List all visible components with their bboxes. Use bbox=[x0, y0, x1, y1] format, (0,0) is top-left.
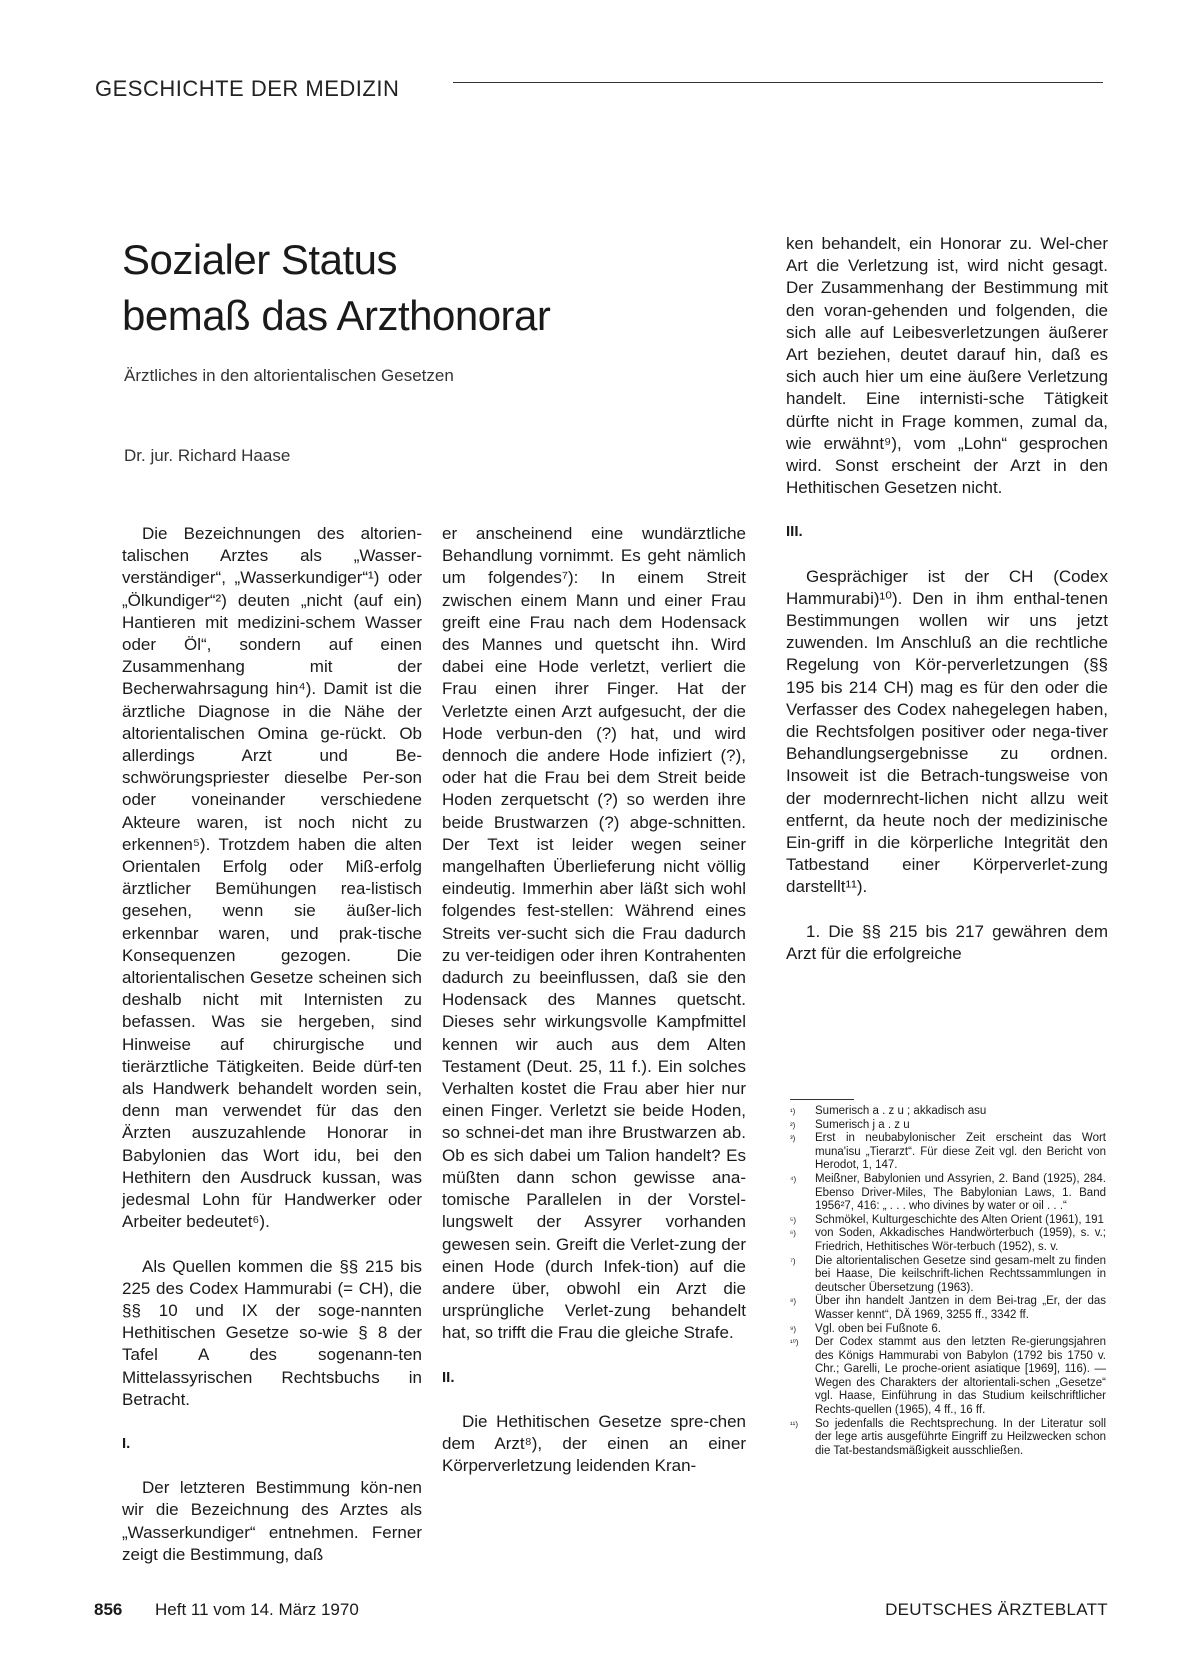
text-column-1 bbox=[122, 523, 422, 1566]
footnote bbox=[790, 1418, 1106, 1459]
footnote-number: ⁵) bbox=[790, 1215, 796, 1225]
article-title bbox=[122, 232, 550, 344]
paragraph: Der letzteren Bestimmung kön-nen wir die Bezeichnung des Arztes als „Wasserkundiger“ entnehmen. Ferner zeigt die Bestimmung, daß bbox=[122, 1478, 422, 1564]
page-number: 856 bbox=[94, 1600, 123, 1619]
footnote bbox=[790, 1323, 1106, 1337]
text-column-3 bbox=[786, 233, 1108, 965]
footnote-text: Erst in neubabylonischer Zeit erscheint das Wort muna'isu „Tierarzt“. Für diese Zeit vgl. den Bericht von Herodot, 1, 147. bbox=[815, 1132, 1106, 1172]
footnote-number: ¹⁰) bbox=[790, 1338, 799, 1348]
footnote-text: So jedenfalls die Rechtsprechung. In der Literatur soll der lege artis ausgeführte Eingriff zu Heilzwecken schon die Tat-bestandsmäßigkeit ausschließen. bbox=[815, 1417, 1106, 1457]
footnote-number: ⁶) bbox=[790, 1229, 796, 1239]
footnote-rule bbox=[790, 1099, 854, 1100]
footnote-text: Vgl. oben bei Fußnote 6. bbox=[815, 1322, 941, 1335]
paragraph: Gesprächiger ist der CH (Codex Hammurabi)¹⁰). Den in ihm enthal-tenen Bestimmungen wollen wir uns jetzt zuwenden. Im Anschluß an die rechtliche Regelung von Kör-perverletzungen (§§ 195 bis 214 CH) mag es für den oder die Verfasser des Codex nahegelegen haben, die Rechtsfolgen positiver oder nega-tiver Behandlungsergebnisse zu ordnen. Insoweit ist die Betrach-tungsweise von der modernrecht-lichen nicht allzu weit entfernt, da heute noch der medizinische Ein-griff in die körperliche Integrität den Tatbestand einer Körperverlet-zung darstellt¹¹). bbox=[786, 566, 1108, 897]
footnote-number: ¹) bbox=[790, 1107, 796, 1116]
footnote-number: ³) bbox=[790, 1134, 796, 1144]
paragraph: 1. Die §§ 215 bis 217 gewähren dem Arzt für die erfolgreiche bbox=[786, 921, 1108, 963]
footnote-text: von Soden, Akkadisches Handwörterbuch (1959), s. v.; Friedrich, Hethitisches Wör-terbuch (1952), s. v. bbox=[815, 1227, 1106, 1253]
footnotes bbox=[790, 1105, 1106, 1458]
paragraph: Als Quellen kommen die §§ 215 bis 225 des Codex Hammurabi (= CH), die §§ 10 und IX der soge-nannten Hethitischen Gesetze so-wie § 8 der Tafel A des sogenann-ten Mittelassyrischen Rechtsbuchs in Betracht. bbox=[122, 1256, 422, 1409]
footnote bbox=[790, 1295, 1106, 1322]
footnote bbox=[790, 1214, 1106, 1228]
title-line-2: bemaß das Arzthonorar bbox=[122, 292, 551, 339]
section-rule bbox=[453, 82, 1103, 83]
footnote-text: Sumerisch a . z u ; akkadisch asu bbox=[815, 1105, 987, 1117]
footnote-text: Der Codex stammt aus den letzten Re-gierungsjahren des Königs Hammurabi von Babylon (1792 bis 1750 v. Chr.; Garelli, Le proche-orient asiatique [1969], 116). — Wegen des Charakters der altorientali-schen „Gesetze“ vgl. Haase, Einführung in das Studium keilschriftlicher Rechts-quellen (1965), 4 ff., 16 ff. bbox=[815, 1336, 1106, 1417]
paragraph: Die Bezeichnungen des altorien-talischen Arztes als „Wasser-verständiger“, „Wasserkundiger“¹) oder „Ölkundiger“²) deuten „nicht (auf ein) Hantieren mit medizini-schem Wasser oder Öl“, sondern auf einen Zusammenhang mit der Becherwahrsagung hin⁴). Damit ist die ärztliche Diagnose in die Nähe der altorientalischen Omina ge-rückt. Ob allerdings Arzt und Be-schwörungspriester dieselbe Per-son oder voneinander verschiedene Akteure waren, ist noch nicht zu erkennen⁵). Trotzdem haben die alten Orientalen Erfolg oder Miß-erfolg ärztlicher Bemühungen rea-listisch gesehen, wenn sie äußer-lich erkennbar waren, und prak-tische Konsequenzen gezogen. Die altorientalischen Gesetze scheinen sich deshalb nicht mit Internisten zu befassen. Was sie hergeben, sind Hinweise auf chirurgische und tierärztliche Tätigkeiten. Beide dürf-ten als Handwerk behandelt worden sein, denn man verwendet für das den Ärzten auszuzahlende Honorar in Babylonien das Wort idu, bei den Hethitern den Ausdruck kussan, was jedesmal Lohn für Handwerker oder Arbeiter bedeutet⁶). bbox=[122, 524, 422, 1232]
footnote-text: Sumerisch j a . z u bbox=[815, 1118, 910, 1131]
section-heading: GESCHICHTE DER MEDIZIN bbox=[95, 76, 400, 101]
footnote bbox=[790, 1119, 1106, 1133]
footnote-number: ⁹) bbox=[790, 1324, 797, 1334]
footnote-text: Über ihn handelt Jantzen in dem Bei-trag „Er, der das Wasser kennt“, DÄ 1969, 3255 ff., 3342 ff. bbox=[815, 1295, 1106, 1321]
footnote bbox=[790, 1227, 1106, 1254]
paragraph: ken behandelt, ein Honorar zu. Wel-cher Art die Verletzung ist, wird nicht gesagt. Der Zusammenhang der Bestimmung mit den voran-gehenden und folgenden, die sich alle auf Leibesverletzungen äußerer Art beziehen, deutet darauf hin, daß es sich auch hier um eine äußere Verletzung handelt. Eine internisti-sche Tätigkeit dürfte nicht in Frage kommen, zumal da, wie erwähnt⁹), vom „Lohn“ gesprochen wird. Sonst erscheint der Arzt in den Hethitischen Gesetzen nicht. bbox=[786, 234, 1108, 498]
footnote bbox=[790, 1105, 1106, 1119]
footnote-number: ²) bbox=[790, 1120, 796, 1130]
title-line-1: Sozialer Status bbox=[122, 236, 397, 283]
footnote bbox=[790, 1336, 1106, 1418]
paragraph: Die Hethitischen Gesetze spre-chen dem Arzt⁸), der einen an einer Körperverletzung leidenden Kran- bbox=[442, 1411, 746, 1476]
text-column-2 bbox=[442, 523, 746, 1477]
issue-info: Heft 11 vom 14. März 1970 bbox=[155, 1600, 359, 1619]
paragraph: er anscheinend eine wundärztliche Behandlung vornimmt. Es geht nämlich um folgendes⁷): In einem Streit zwischen einem Mann und einer Frau greift eine Frau nach dem Hodensack des Mannes und quetscht ihn. Wird dabei eine Hode verletzt, verliert die Frau einen ihrer Finger. Hat der Verletzte einen Arzt aufgesucht, der die Hode verbun-den (?) hat, und wird dennoch die andere Hode infiziert (?), oder hat die Frau bei dem Streit beide Hoden zerquetscht (?) so werden ihre beide Brustwarzen (?) abge-schnitten. Der Text ist leider wegen seiner mangelhaften Überlieferung nicht völlig eindeutig. Immerhin aber läßt sich wohl folgendes fest-stellen: Während eines Streits ver-sucht sich die Frau dadurch zu ver-teidigen oder ihren Kontrahenten dadurch zu beeinflussen, daß sie den Hodensack des Mannes quetscht. Dieses sehr wirkungsvolle Kampfmittel kennen wir auch aus dem Alten Testament (Deut. 25, 11 f.). Ein solches Verhalten kostet die Frau aber hier nur einen Finger. Verletzt sie beide Hoden, so schnei-det man ihre Brustwarzen ab. Ob es sich dabei um Talion handelt? Es müßten dann schon gewisse ana-tomische Parallelen in der Vorstel-lungswelt der Assyrer vorhanden gewesen sein. Greift die Verlet-zung der einen Hode (durch Infek-tion) auf die andere über, obwohl ein Arzt die ursprüngliche Verlet-zung behandelt hat, so trifft die Frau die gleiche Strafe. bbox=[442, 524, 746, 1343]
journal-name: DEUTSCHES ÄRZTEBLATT bbox=[885, 1600, 1108, 1619]
footnote-number: ⁴) bbox=[790, 1174, 797, 1184]
footnote-number: ¹¹) bbox=[790, 1419, 798, 1429]
section-number: III. bbox=[786, 523, 803, 541]
section-number: II. bbox=[442, 1368, 455, 1386]
footnote bbox=[790, 1173, 1106, 1214]
article-subtitle: Ärztliches in den altorientalischen Gesetzen bbox=[124, 366, 454, 385]
section-number: I. bbox=[122, 1434, 131, 1452]
footnote bbox=[790, 1255, 1106, 1296]
footnote-text: Die altorientalischen Gesetze sind gesam-melt zu finden bei Haase, Die keilschrift-lichen Rechtssammlungen in deutscher Übersetzung (1963). bbox=[815, 1254, 1106, 1294]
footnote-number: ⁸) bbox=[790, 1297, 797, 1307]
footnote bbox=[790, 1132, 1106, 1173]
footnote-text: Schmökel, Kulturgeschichte des Alten Orient (1961), 191 bbox=[815, 1213, 1104, 1226]
footnote-number: ⁷) bbox=[790, 1256, 796, 1266]
article-author: Dr. jur. Richard Haase bbox=[124, 446, 291, 465]
footnote-text: Meißner, Babylonien und Assyrien, 2. Band (1925), 284. Ebenso Driver-Miles, The Babylonian Laws, 1. Band 1956²7, 416: „ . . . who divines by water or oil . . .“ bbox=[815, 1172, 1106, 1213]
